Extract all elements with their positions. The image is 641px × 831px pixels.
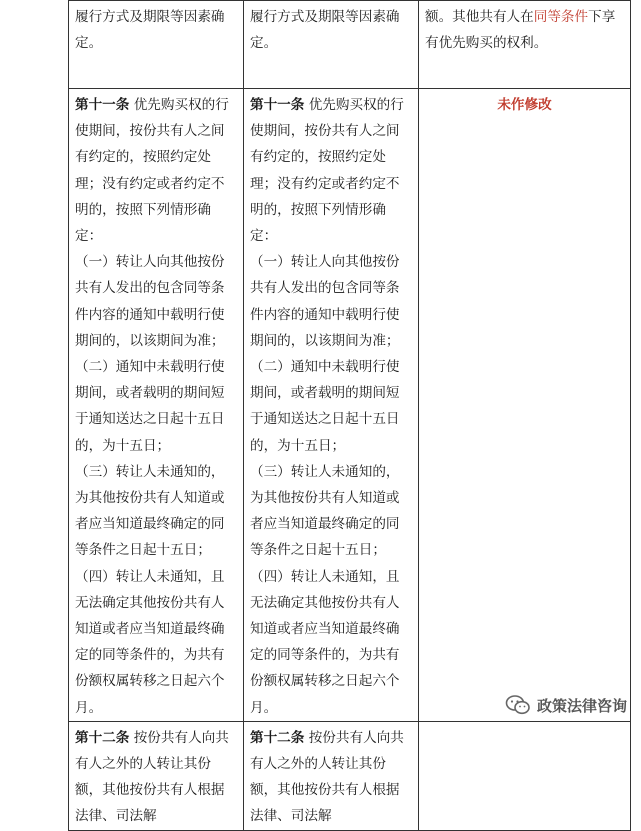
table-row: [69, 89, 631, 722]
article-number: 第十一条: [250, 97, 305, 113]
cell-note: [419, 1, 631, 89]
clause-item: （二）通知中未载明行使期间，或者载明的期间短于通知送达之日起十五日的，为十五日；: [75, 359, 225, 454]
article-lead: 优先购买权的行使期间，按份共有人之间有约定的，按照约定处理；没有约定或者约定不明的，按照下列情形确定：: [250, 97, 404, 245]
cell-revised: [244, 1, 419, 89]
clause-item: （三）转让人未通知的，为其他按份共有人知道或者应当知道最终确定的同等条件之日起十五日；: [75, 463, 225, 559]
cell-original: [69, 721, 244, 830]
unchanged-note: 未作修改: [497, 97, 552, 113]
article-number: 第十二条: [250, 729, 305, 746]
clause-item: （四）转让人未通知，且无法确定其他按份共有人知道或者应当知道最终确定的同等条件的，为共有份额权属转移之日起六个月。: [75, 568, 225, 716]
clause-item: （二）通知中未载明行使期间，或者载明的期间短于通知送达之日起十五日的，为十五日；: [250, 359, 400, 454]
cell-revised: [244, 721, 419, 830]
highlight-text: 同等条件: [533, 9, 589, 25]
cell-original: [69, 1, 244, 89]
cell-note: [419, 721, 631, 830]
clause-item: （四）转让人未通知，且无法确定其他按份共有人知道或者应当知道最终确定的同等条件的，为共有份额权属转移之日起六个月。: [250, 568, 400, 716]
article-number: 第十二条: [75, 729, 130, 746]
article-lead: 按份共有人向共有人之外的人转让其份额，其他按份共有人根据法律、司法解: [75, 729, 229, 825]
clause-item: （一）转让人向其他按份共有人发出的包含同等条件内容的通知中载明行使期间的，以该期间为准；: [75, 254, 225, 349]
cell-text: 额。其他共有人在: [425, 9, 534, 25]
cell-text: 履行方式及期限等因素确定。: [250, 9, 400, 52]
article-lead: 优先购买权的行使期间，按份共有人之间有约定的，按照约定处理；没有约定或者约定不明的，按照下列情形确定：: [75, 97, 229, 245]
article-number: 第十一条: [75, 97, 130, 113]
watermark-text: 政策法律咨询: [536, 696, 627, 715]
clause-item: （三）转让人未通知的，为其他按份共有人知道或者应当知道最终确定的同等条件之日起十五日；: [250, 463, 400, 559]
cell-original: [69, 89, 244, 722]
watermark: [505, 694, 627, 716]
cell-text: 下享有优先购买的权利。: [425, 9, 616, 52]
cell-note: [419, 89, 631, 722]
article-lead: 按份共有人向共有人之外的人转让其份额，其他按份共有人根据法律、司法解: [250, 729, 404, 825]
cell-revised: [244, 89, 419, 722]
wechat-icon: [505, 694, 531, 716]
clause-item: （一）转让人向其他按份共有人发出的包含同等条件内容的通知中载明行使期间的，以该期间为准；: [250, 254, 400, 349]
table-row: [69, 721, 631, 830]
cell-text: 履行方式及期限等因素确定。: [75, 9, 225, 52]
table-row: [69, 1, 631, 89]
